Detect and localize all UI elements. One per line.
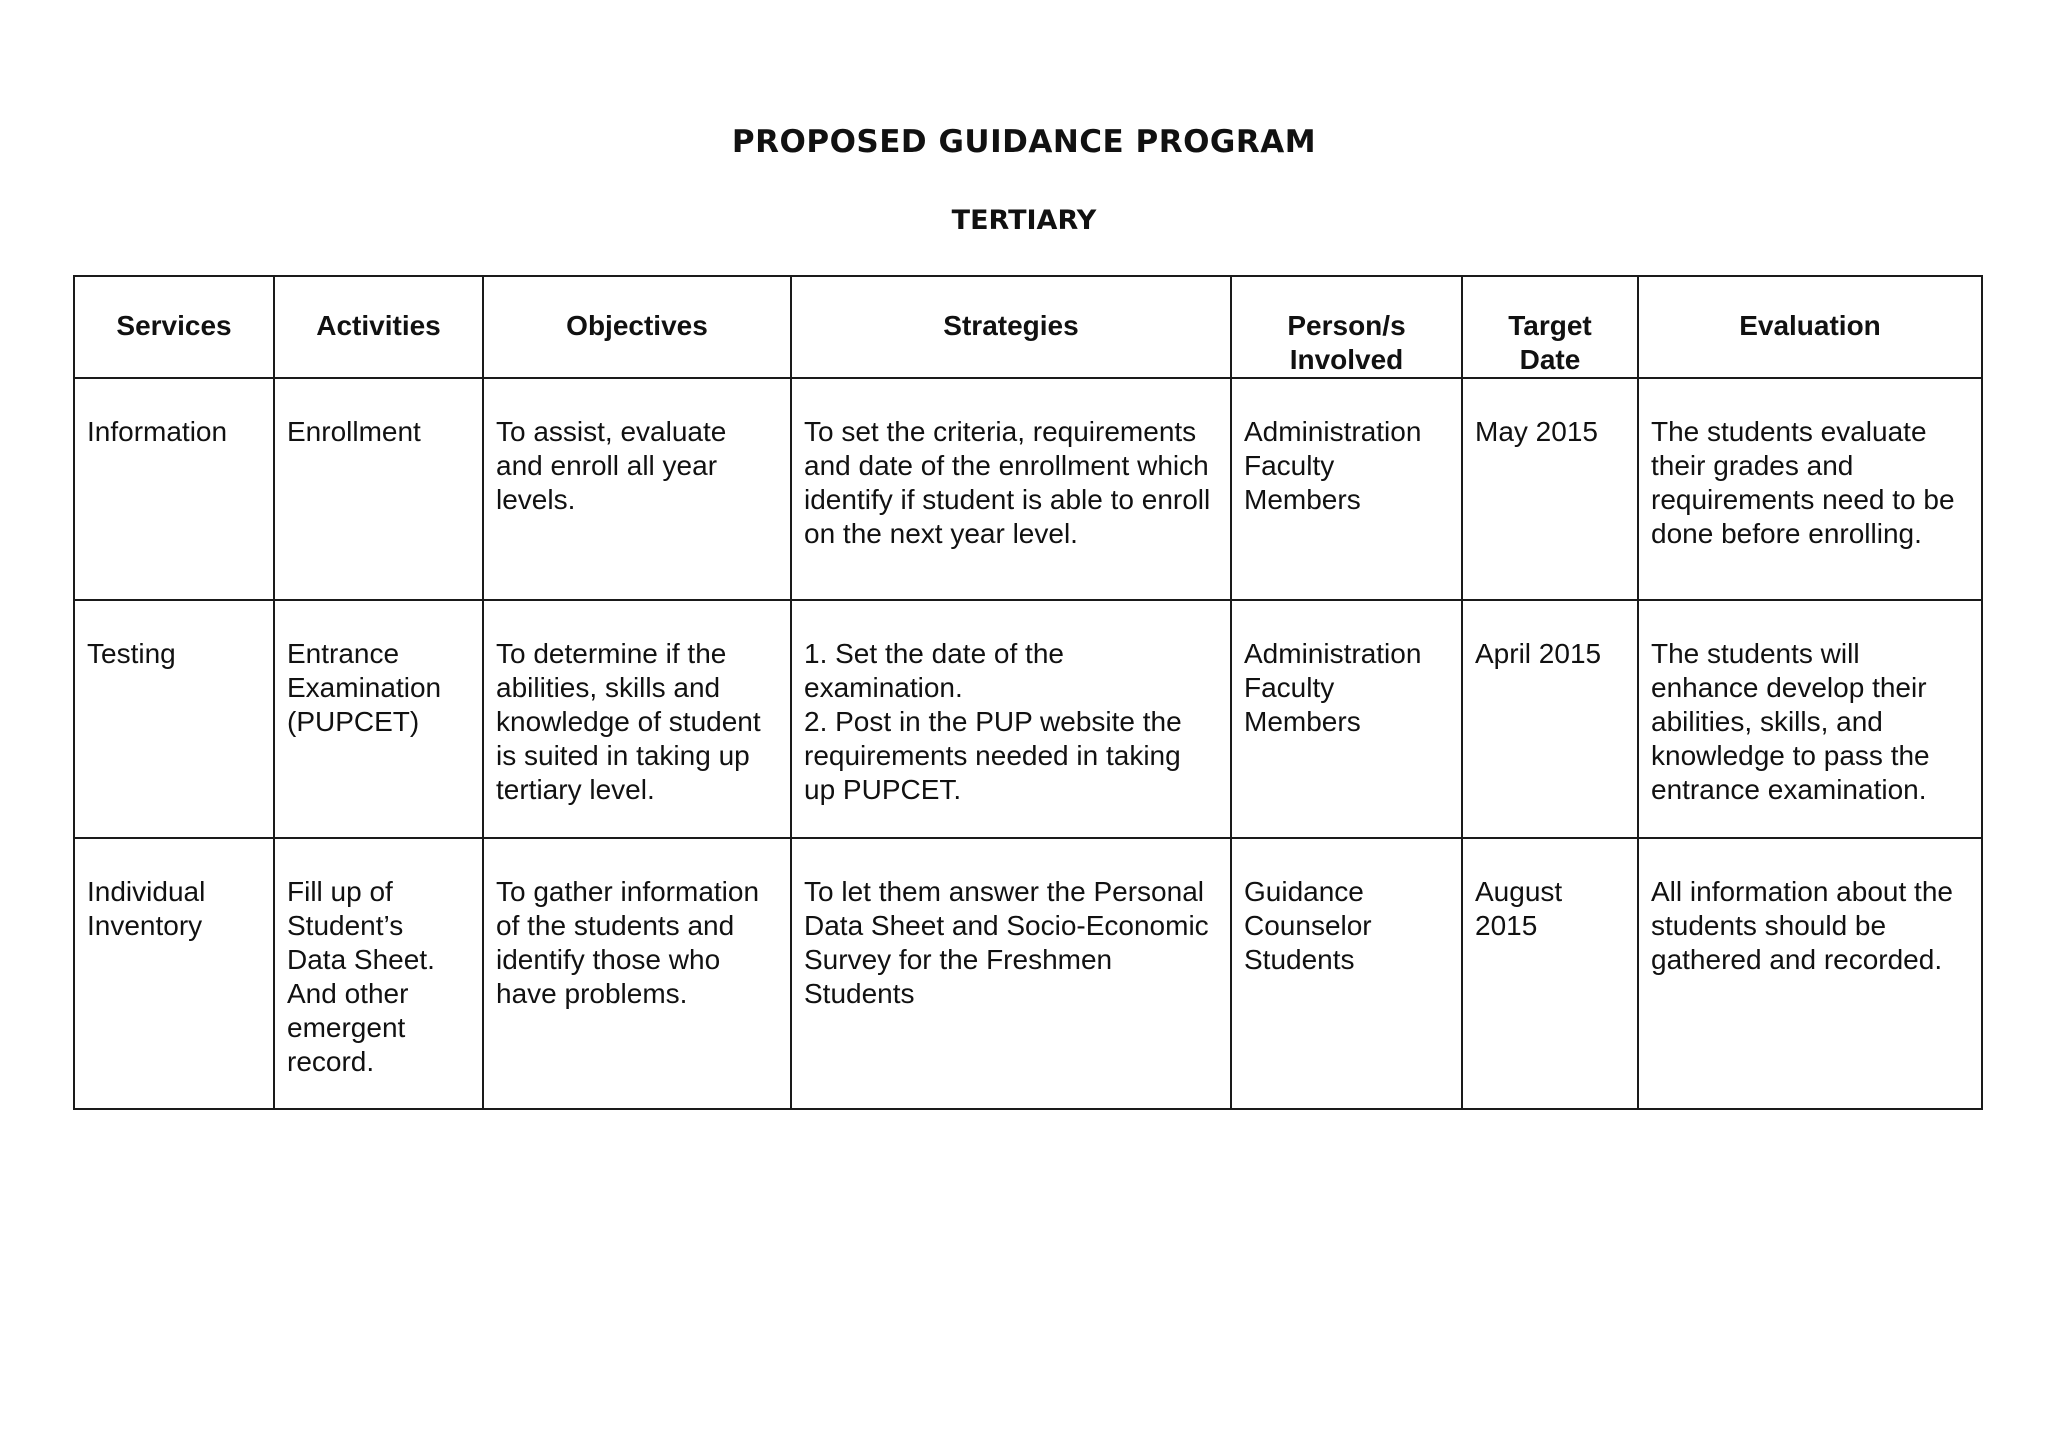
cell-activities: Fill up of Student’s Data Sheet. And other emergent record.: [274, 838, 483, 1109]
document-title: PROPOSED GUIDANCE PROGRAM: [731, 124, 1317, 160]
cell-activities: Entrance Examination (PUPCET): [274, 600, 483, 838]
cell-activities: Enrollment: [274, 378, 483, 600]
cell-persons-involved: [1231, 838, 1462, 1109]
table-row: [74, 600, 1982, 838]
cell-evaluation: The students will enhance develop their abilities, skills, and knowledge to pass the entrance examination.: [1638, 600, 1982, 838]
cell-target-date: April 2015: [1462, 600, 1638, 838]
person-line: Faculty: [1244, 450, 1335, 481]
cell-objectives: To gather information of the students and identify those who have problems.: [483, 838, 791, 1109]
cell-services: Individual Inventory: [74, 838, 274, 1109]
person-line: Administration: [1244, 638, 1422, 669]
table-row: [74, 838, 1982, 1109]
person-line: Counselor: [1244, 910, 1372, 941]
header-activities: Activities: [274, 276, 483, 378]
strategy-step: 1. Set the date of the examination.: [804, 638, 1064, 703]
strategy-step: 2. Post in the PUP website the requirements needed in taking up PUPCET.: [804, 706, 1182, 805]
cell-strategies: [791, 600, 1231, 838]
guidance-program-table: [73, 275, 1983, 1110]
table-header-row: [74, 276, 1982, 378]
cell-services: Information: [74, 378, 274, 600]
header-objectives: Objectives: [483, 276, 791, 378]
person-line: Members: [1244, 706, 1361, 737]
person-line: Guidance: [1244, 876, 1364, 907]
cell-persons-involved: [1231, 378, 1462, 600]
cell-strategies: To set the criteria, requirements and date of the enrollment which identify if student is able to enroll on the next year level.: [791, 378, 1231, 600]
person-line: Students: [1244, 944, 1355, 975]
cell-evaluation: The students evaluate their grades and requirements need to be done before enrolling.: [1638, 378, 1982, 600]
header-persons-involved: Person/s Involved: [1231, 276, 1462, 378]
header-target-date: Target Date: [1462, 276, 1638, 378]
header-evaluation: Evaluation: [1638, 276, 1982, 378]
cell-strategies: To let them answer the Personal Data Sheet and Socio-Economic Survey for the Freshmen Students: [791, 838, 1231, 1109]
cell-persons-involved: [1231, 600, 1462, 838]
table-row: [74, 378, 1982, 600]
person-line: Members: [1244, 484, 1361, 515]
header-services: Services: [74, 276, 274, 378]
document-subtitle: TERTIARY: [951, 205, 1097, 236]
person-line: Faculty: [1244, 672, 1335, 703]
cell-services: Testing: [74, 600, 274, 838]
cell-objectives: To assist, evaluate and enroll all year levels.: [483, 378, 791, 600]
cell-objectives: To determine if the abilities, skills and knowledge of student is suited in taking up tertiary level.: [483, 600, 791, 838]
header-strategies: Strategies: [791, 276, 1231, 378]
person-line: Administration: [1244, 416, 1422, 447]
cell-evaluation: All information about the students should be gathered and recorded.: [1638, 838, 1982, 1109]
cell-target-date: May 2015: [1462, 378, 1638, 600]
cell-target-date: August 2015: [1462, 838, 1638, 1109]
